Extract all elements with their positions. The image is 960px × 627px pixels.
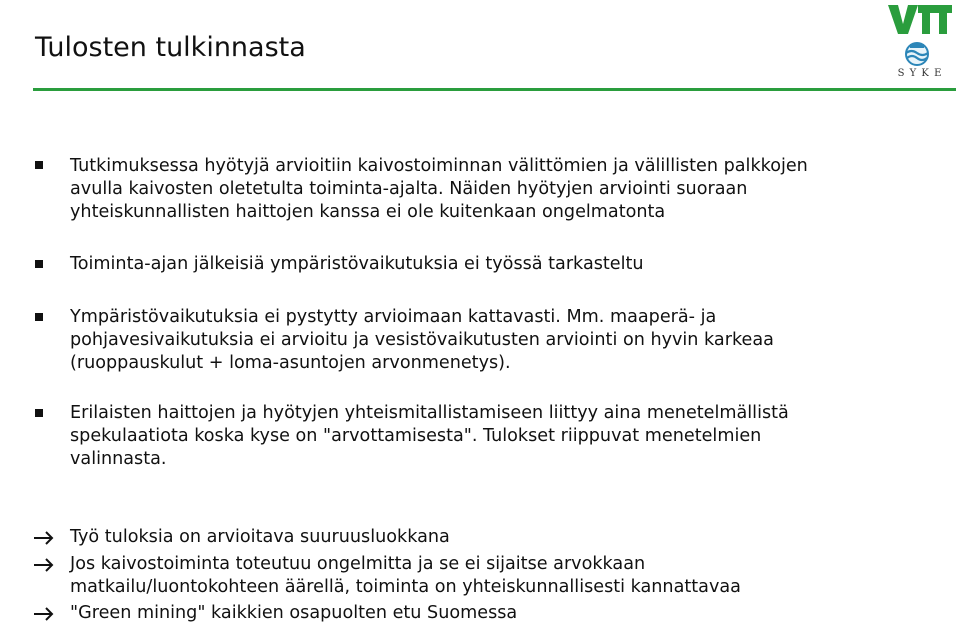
page-title: Tulosten tulkinnasta bbox=[35, 32, 306, 63]
syke-logo-text: S Y K E bbox=[897, 68, 943, 79]
arrow-right-icon bbox=[33, 530, 55, 546]
logo-group bbox=[884, 2, 954, 84]
arrow-right-icon bbox=[33, 557, 55, 573]
bullet-text-4: Erilaisten haittojen ja hyötyjen yhteismitallistamiseen liittyy aina menetelmällistä spekulaatiota koska kyse on "arvottamisesta". Tulokset riippuvat menetelmien valinnasta. bbox=[70, 403, 789, 469]
bullet-text-2: Toiminta-ajan jälkeisiä ympäristövaikutuksia ei työssä tarkasteltu bbox=[70, 254, 644, 274]
bullet-marker bbox=[35, 409, 43, 417]
bullet-text-3: Ympäristövaikutuksia ei pystytty arvioimaan kattavasti. Mm. maaperä- ja pohjavesivaikutuksia ei arvioitu ja vesistövaikutusten arviointi on hyvin karkeaa (ruoppauskulut + loma-asuntojen arvonmenetys). bbox=[70, 307, 774, 373]
conclusion-text-2: Jos kaivostoiminta toteutuu ongelmitta ja se ei sijaitse arvokkaan matkailu/luontokohteen äärellä, toiminta on yhteiskunnallisesti kannattavaa bbox=[70, 554, 741, 597]
conclusion-text-1: Työ tuloksia on arvioitava suuruusluokkana bbox=[70, 527, 450, 547]
title-divider bbox=[33, 88, 956, 91]
bullet-marker bbox=[35, 161, 43, 169]
conclusion-text-3: "Green mining" kaikkien osapuolten etu Suomessa bbox=[70, 603, 518, 623]
bullet-marker bbox=[35, 313, 43, 321]
vtt-logo-icon bbox=[884, 2, 954, 42]
arrow-right-icon bbox=[33, 606, 55, 622]
bullet-marker bbox=[35, 260, 43, 268]
bullet-text-1: Tutkimuksessa hyötyjä arvioitiin kaivostoiminnan välittömien ja välillisten palkkojen avulla kaivosten oletetulta toiminta-ajalta. Näiden hyötyjen arviointi suoraan yhteiskunnallisten haittojen kanssa ei ole kuitenkaan ongelmatonta bbox=[70, 156, 808, 222]
